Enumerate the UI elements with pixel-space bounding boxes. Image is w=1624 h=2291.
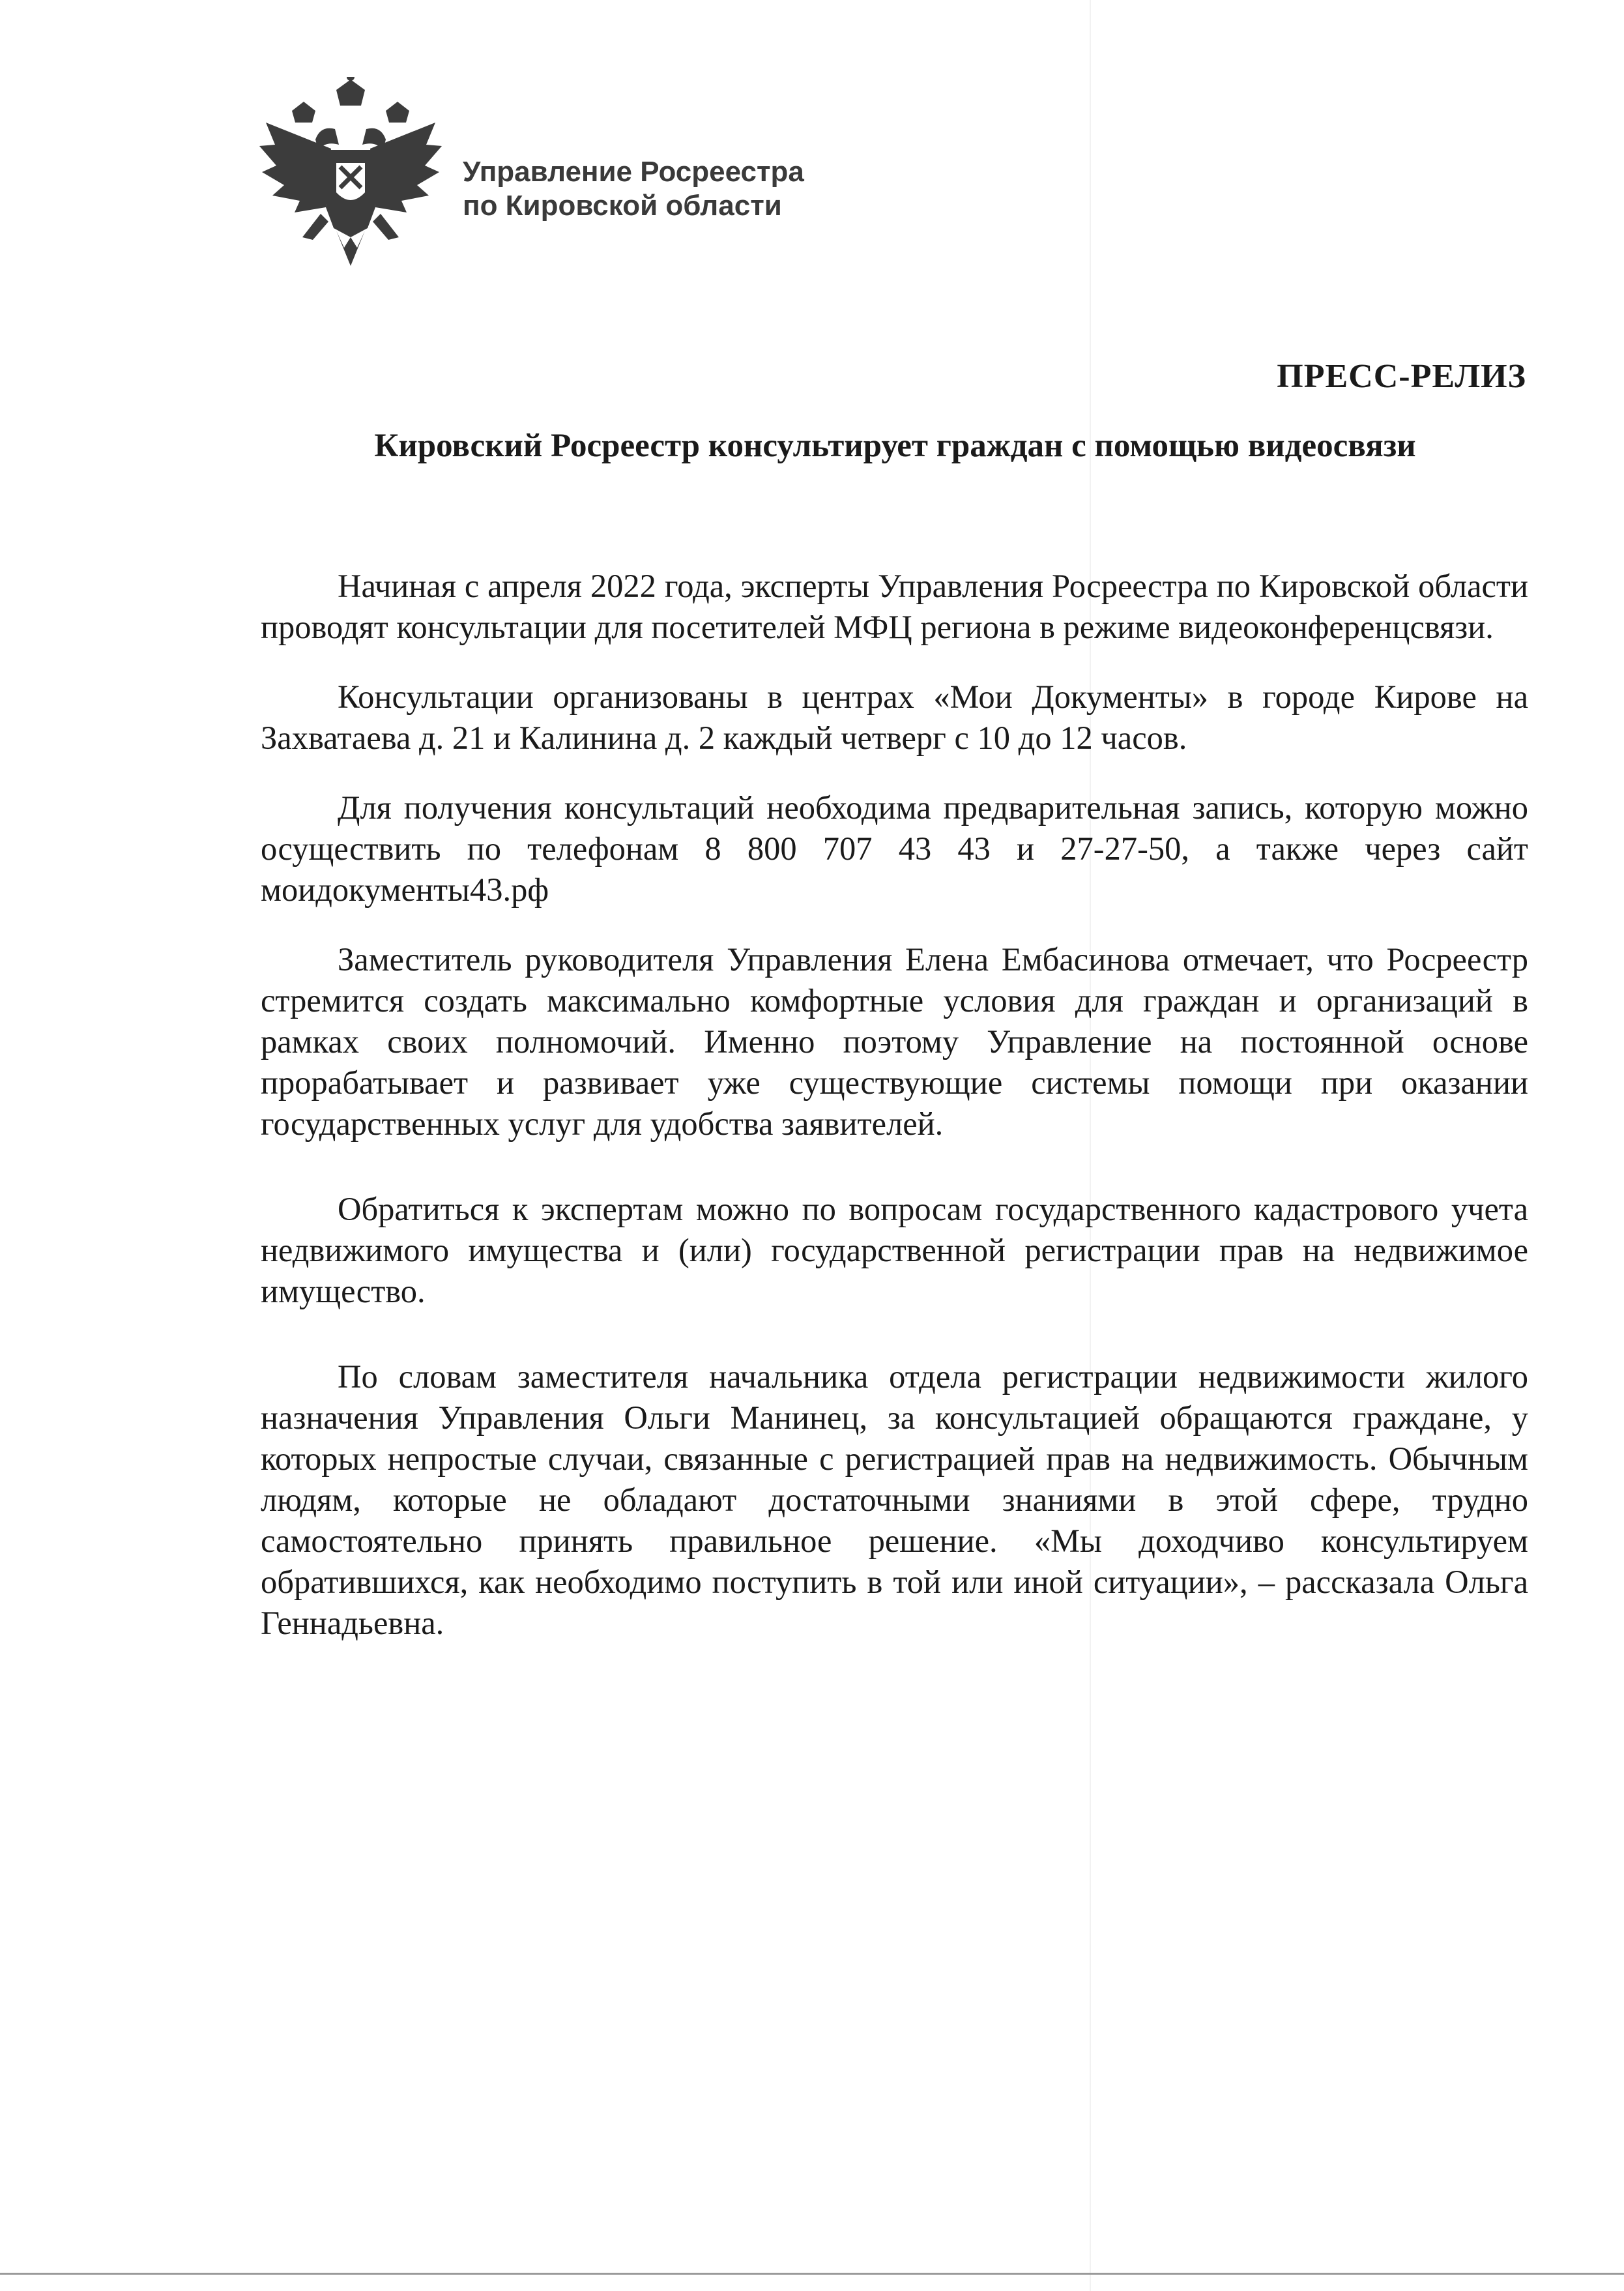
document-title: Кировский Росреестр консультирует граждан с помощью видеосвязи <box>374 428 1416 464</box>
organization-name-line2: по Кировской области <box>463 190 782 222</box>
scan-bottom-edge <box>0 2273 1624 2275</box>
press-release-label: ПРЕСС-РЕЛИЗ <box>1277 358 1526 395</box>
letterhead <box>253 77 905 272</box>
paragraph: Консультации организованы в центрах «Мои Документы» в городе Кирове на Захватаева д. 21 и Калинина д. 2 каждый четверг с 10 до 12 часов. <box>261 679 1528 756</box>
paragraph: По словам заместителя начальника отдела регистрации недвижимости жилого назначения Управления Ольги Манинец, за консультацией обращаются граждане, у которых непростые случаи, связанные с регистрацией прав на недвижимость. Обычным людям, которые не обладают достаточными знаниями в этой сфере, трудно самостоятельно принять правильное решение. «Мы доходчиво консультируем обратившихся, как необходимо поступить в той или иной ситуации», – рассказала Ольга Геннадьевна. <box>261 1358 1528 1641</box>
paragraph: Для получения консультаций необходима предварительная запись, которую можно осуществить по телефонам 8 800 707 43 43 и 27-27-50, а также через сайт моидокументы43.рф <box>261 789 1528 908</box>
document-body <box>261 566 1528 1672</box>
organization-name <box>463 155 804 223</box>
paragraph: Обратиться к экспертам можно по вопросам государственного кадастрового учета недвижимого имущества и (или) государственной регистрации прав на недвижимое имущество. <box>261 1191 1528 1309</box>
paragraph: Заместитель руководителя Управления Елена Ембасинова отмечает, что Росреестр стремится создать максимально комфортные условия для граждан и организаций в рамках своих полномочий. Именно поэтому Управление на постоянной основе прорабатывает и развивает уже существующие системы помощи при оказании государственных услуг для удобства заявителей. <box>261 941 1528 1142</box>
double-headed-eagle-emblem-icon <box>253 77 448 272</box>
paragraph: Начиная с апреля 2022 года, эксперты Управления Росреестра по Кировской области проводят консультации для посетителей МФЦ региона в режиме видеоконференцсвязи. <box>261 568 1528 645</box>
organization-name-line1: Управление Росреестра <box>463 156 804 188</box>
